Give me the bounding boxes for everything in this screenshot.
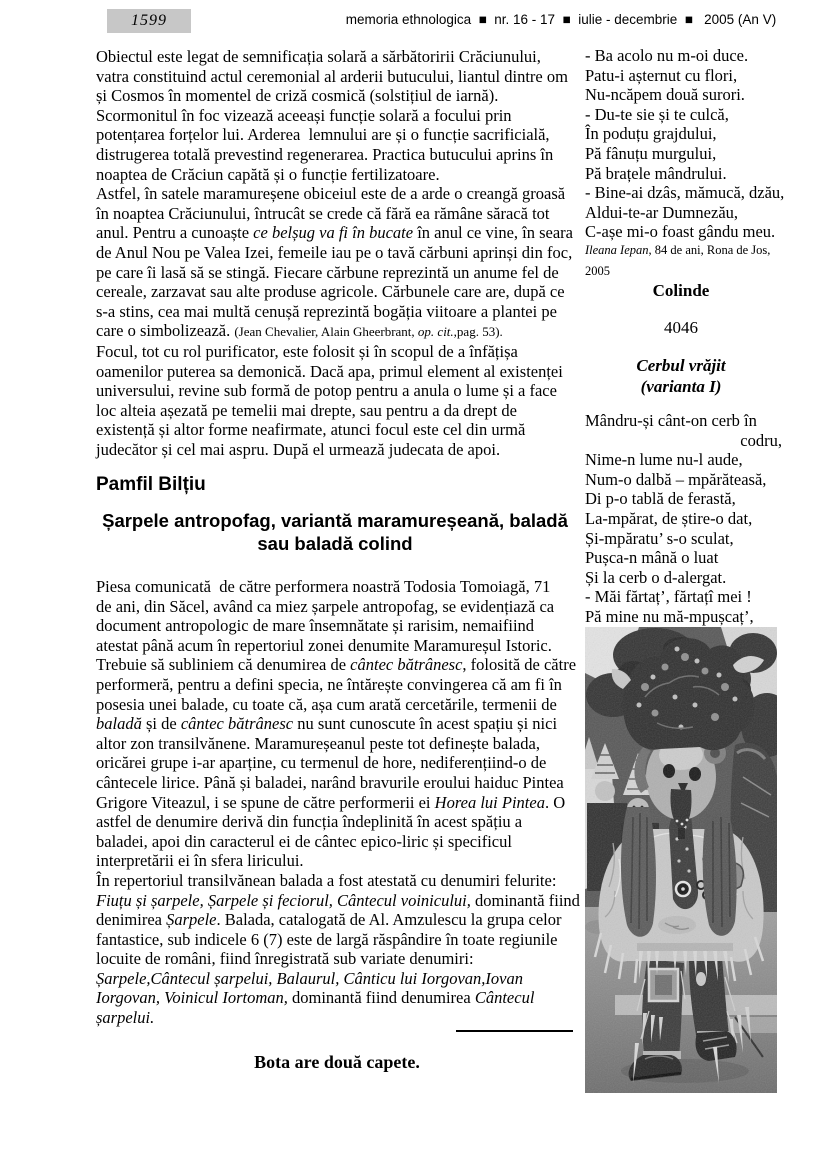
poem-carol-ending: - Ba acolo nu m-oi duce. Patu-i așternut cu flori, Nu-ncăpem două surori. - Du-te sie și te culcă, În poduțu grajdului, Pă fânuțu murgului, Pă brațele mândrului. - Bine-ai dzâs, mămucă, dzău, Aldui-te-ar Dumnezău, C-așe mi-o foast gându meu.: [585, 46, 785, 242]
poem-title-line2: (varianta I): [640, 377, 722, 396]
informant-attribution: Ileana Iepan, 84 de ani, Rona de Jos, 2005: [585, 243, 771, 278]
article-title-line2: sau baladă colind: [257, 532, 413, 554]
section-heading-colinde: Colinde: [652, 281, 710, 300]
poem-title-line1: Cerbul vrăjit: [636, 356, 726, 375]
paragraph-fire-ritual: Obiectul este legat de semnificația solară a sărbătoririi Crăciunului, vatra constituind actul ceremonial al arderii butucului, liantul dintre om și Cosmos în momentel de criză cosmică (solstițiul de iarnă). Scormonitul în foc vizează aceeași funcție solară a focului prin potențarea forțelor lui. Arderea lemnului are și o funcție sacrificială, distrugerea totală prevestind regenerarea. Practica butucului aprins în noaptea de Crăciun capătă și o funcție fertilizatoare. Astfel, în satele maramureșene obiceiul este de a arde o creangă groasă în noaptea Crăciunului, întrucât se crede că fără ea rămâne săracă tot anul. Pentru a cunoaște ce belșug va fi în bucate în anul ce vine, în seara de Anul Nou pe Valea Izei, femeile iau pe o tavă cărbuni aprinși din foc, pe care îi lasă să se stingă. Fiecare cărbune reprezintă un anume fel de cereale, zarzavat sau alte produse agricole. Cărbunele care are, după ce s-a stins, cea mai multă cenușă reprezintă bogăția viitoare a plantei pe care o simbolizează. (Jean Chevalier, Alain Gheerbrant, op. cit.,pag. 53). Focul, tot cu rol purificator, este folosit și în scopul de a înfățișa oamenilor puterea sa demonică. Dacă apa, primul element al existenței universului, revine sub formă de potop pentru a anula o lume și a face loc alteia așezată pe temelii mai drepte, sau pentru a da drept de existență și altor forme neafirmate, atunci focul este cel din urmă judecător și cel mai aspru. După el urmează judecata de apoi.: [96, 47, 573, 459]
footnote-rule: [456, 1030, 573, 1032]
paragraph-ballad-study: Piesa comunicată de către performera noastră Todosia Tomoiagă, 71 de ani, din Săcel, având ca miez șarpele antropofag, se evidențiază ca document antropologic de mare însemnătate și rarisim, nemaifiind atestat până acum în repertoriul zonei denumite Maramureșul Istoric. Trebuie să subliniem că denumirea de cântec bătrânesc, folosită de către performeră, pentru a defini specia, ne întărește convingerea că am fi în posesia unei balade, cu toate că, așa cum arată cercetările, termenii de baladă și de cântec bătrânesc nu sunt cunoscute în acest spațiu și nici altor zon transilvănene. Maramureșeanul peste tot definește balada, oricărei grupe i-ar aparține, cu termenul de hore, nediferențiind-o de cântecele lirice. Până și baladei, narând bravurile eroului haiduc Pintea Grigore Viteazul, i se spune de către performerii ei Horea lui Pintea. O astfel de denumire derivă din funcția îndeplinită în acest spățiu a baladei, apoi din caracterul ei de cântec epico-liric și specificul interpretării ei în sfera liricului. În repertoriul transilvănean balada a fost atestată cu denumiri felurite: Fiuțu și șarpele, Șarpele și feciorul, Cântecul voinicului, dominantă fiind denimirea Șarpele. Balada, catalogată de Al. Amzulescu la grupa celor fantastice, sub indicele 6 (7) este de largă răspândire în toate regiunile locuite de români, fiind înregistrată sub variate denumiri: Șarpele,Cântecul șarpelui, Balaurul, Cânticu lui Iorgovan,Iovan Iorgovan, Voinicul Iortoman, dominantă fiind denumirea Cântecul șarpelui.: [96, 577, 580, 1028]
journal-header: memoria ethnologica ■ nr. 16 - 17 ■ iulie - decembrie ■ 2005 (An V): [345, 12, 777, 27]
poem-title: [585, 355, 777, 397]
piece-number: 4046: [664, 318, 698, 337]
page-number-badge: [107, 9, 191, 33]
article-author: Pamfil Bilțiu: [96, 474, 206, 495]
article-title: [92, 510, 578, 555]
page-number: 1599: [131, 12, 167, 29]
article-title-line1: Șarpele antropofag, variantă maramureșeană, baladă: [102, 510, 568, 531]
photo-caption: Bota are două capete.: [254, 1052, 420, 1072]
poem-cerbul-vrajit: Mândru-și cânt-on cerb în codru, Nime-n lume nu-l aude, Num-o dalbă – mpărăteasă, Di p-o tablă de ferastă, La-mpărat, de știre-o dat, Și-mpăratu’ s-o sculat, Pușca-n mână o luat Și la cerb o d-alergat. - Măi fărtaț’, fărtațî mei ! Pă mine nu mă-mpușcaț’,: [585, 411, 782, 626]
photo-masked-figure: [585, 627, 777, 1093]
